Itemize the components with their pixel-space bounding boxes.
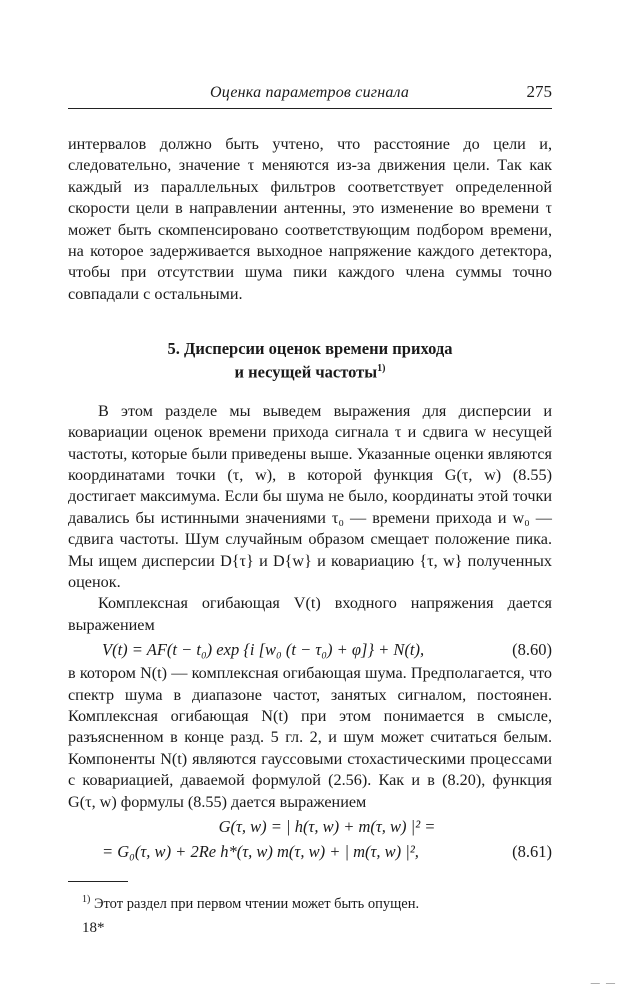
running-title: Оценка параметров сигнала xyxy=(210,84,410,101)
corner-mark: — — xyxy=(590,978,617,988)
page-header xyxy=(68,82,552,109)
footnote-divider xyxy=(68,881,128,882)
book-page xyxy=(68,82,552,937)
paragraph-envelope: Комплексная огибающая V(t) входного напряжения дается выражением xyxy=(68,594,552,634)
formula-8-61-number: (8.61) xyxy=(512,842,552,862)
footnote xyxy=(82,890,552,914)
formula-8-60-number: (8.60) xyxy=(512,640,552,660)
paragraph-continuation: интервалов должно быть учтено, что расстояние до цели и, следовательно, значение τ меняются из-за движения цели. Так как каждый из параллельных фильтров соответствует определенной скорости цели в направлении антенны, это изменение во времени τ может быть скомпенсировано соответствующим подбором времени, на которое задерживается выходное напряжение каждого детектора, чтобы при отсутствии шума пики каждого члена суммы точно совпадали с остальными. xyxy=(68,135,552,303)
formula-8-61-line2 xyxy=(68,840,552,863)
footnote-mark: 1) xyxy=(82,894,91,906)
formula-8-61-line1 xyxy=(68,815,552,838)
section-heading-line2: и несущей частоты xyxy=(234,362,378,382)
paragraph-noise: в котором N(t) — комплексная огибающая шума. Предполагается, что спектр шума в диапазоне частот, занятых сигналом, постоянен. Комплексная огибающая N(t) при этом понимается в смысле, разъясненном в конце разд. 5 гл. 2, и шум может считаться белым. Компоненты N(t) являются гауссовыми стохастическими процессами с ковариацией, даваемой формулой (2.56). Как и в (8.20), функция G(τ, w) формулы (8.55) дается выражением xyxy=(68,664,552,811)
page-number: 275 xyxy=(526,82,552,101)
section-footnote-mark: 1) xyxy=(377,363,386,375)
formula-8-60 xyxy=(68,638,552,661)
formula-8-61-expr1: G(τ, w) = | h(τ, w) + m(τ, w) |² = xyxy=(218,817,436,837)
section-heading-line2-wrap xyxy=(68,359,552,383)
footnote-text: Этот раздел при первом чтении может быть опущен. xyxy=(93,895,420,912)
formula-8-61-expr2: = G₀(τ, w) + 2Re h*(τ, w) m(τ, w) + | m(τ, w) |², xyxy=(102,842,419,862)
paragraph-intro: В этом разделе мы выведем выражения для дисперсии и ковариации оценок времени прихода сигнала τ и сдвига w несущей частоты, которые были приведены выше. Указанные оценки являются координатами точки (τ, w), в которой функция G(τ, w) (8.55) достигает максимума. Если бы шума не было, координаты этой точки давались бы истинными значениями τ₀ — времени прихода и w₀ — сдвига частоты. Шум случайным образом смещает положение пика. Мы ищем дисперсии D{τ} и D{w} и ковариацию {τ, w} полученных оценок. xyxy=(68,401,552,591)
section-heading xyxy=(68,339,552,383)
section-heading-line1: 5. Дисперсии оценок времени прихода xyxy=(167,339,453,359)
formula-8-60-expr: V(t) = AF(t − t₀) exp {i [w₀ (t − τ₀) + φ]} + N(t), xyxy=(102,640,425,660)
signature-mark: 18* xyxy=(82,919,105,936)
